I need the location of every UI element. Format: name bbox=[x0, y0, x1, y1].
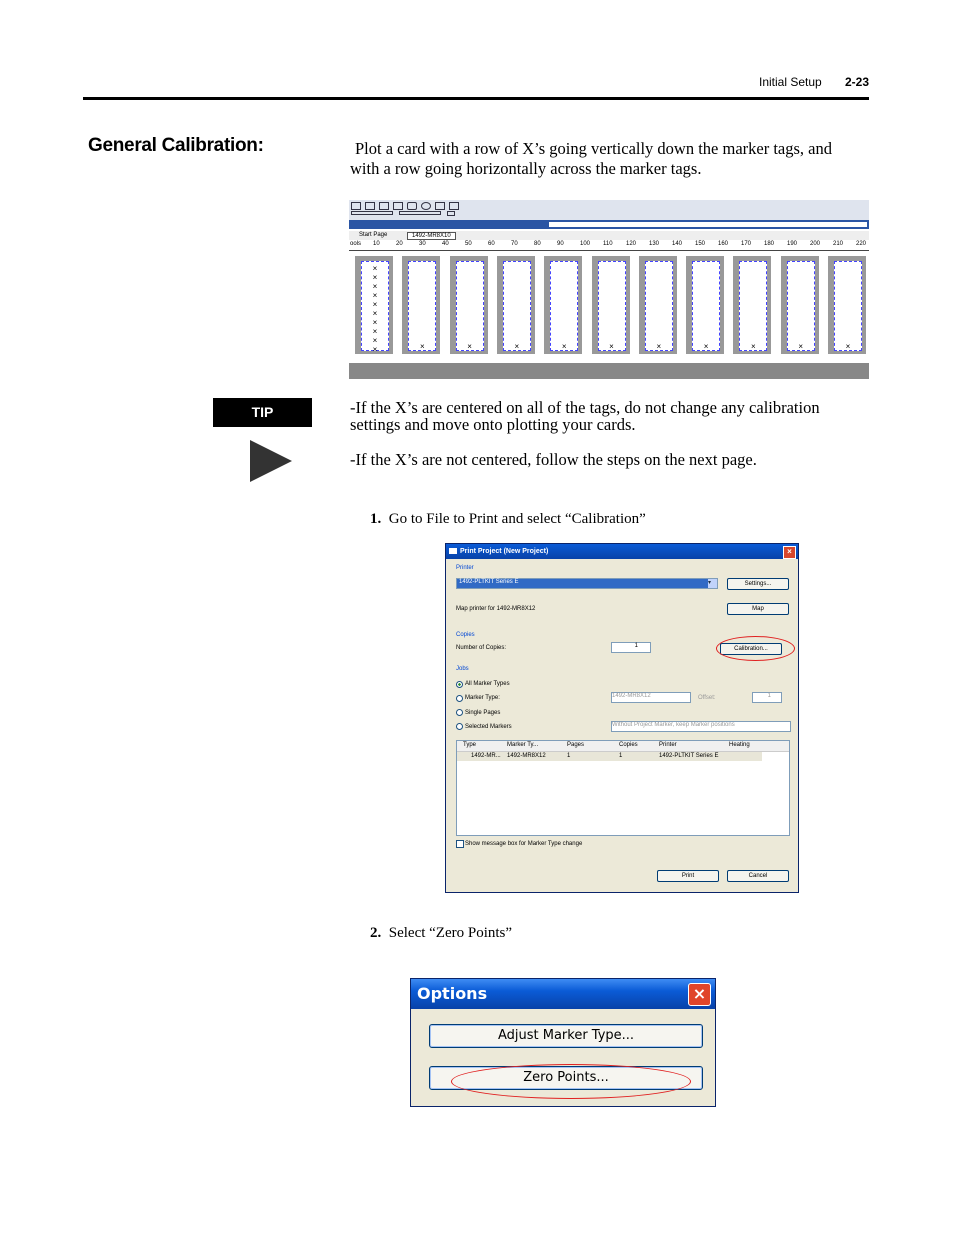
window-icon bbox=[449, 548, 457, 554]
section-title: General Calibration: bbox=[88, 135, 264, 156]
offset-stepper[interactable] bbox=[752, 692, 782, 703]
ruler-label: ools bbox=[350, 241, 362, 247]
x-mark: × bbox=[372, 345, 378, 354]
page-number: 2-23 bbox=[845, 75, 870, 89]
line-style-icon bbox=[351, 211, 393, 215]
marker-tag-strip bbox=[739, 261, 767, 351]
x-mark: × bbox=[845, 342, 851, 351]
highlight-ellipse bbox=[451, 1064, 691, 1099]
step-2-text: Select “Zero Points” bbox=[388, 925, 513, 941]
ellipse-tool-icon bbox=[421, 202, 431, 210]
table-cell: 1492-MR... bbox=[471, 753, 501, 759]
table-cell: 1492-MR8X12 bbox=[507, 753, 546, 759]
marker-column bbox=[355, 256, 393, 354]
step-1-text: Go to File to Print and select “Calibration” bbox=[388, 511, 646, 527]
zoom-tool-icon bbox=[379, 202, 389, 210]
marker-grid-screenshot bbox=[349, 200, 869, 379]
x-mark: × bbox=[798, 342, 804, 351]
column-header[interactable]: Printer bbox=[659, 742, 677, 748]
x-mark: × bbox=[609, 342, 614, 351]
marker-tag-strip bbox=[787, 261, 815, 351]
radio-single-label: Single Pages bbox=[465, 710, 501, 716]
radio-selected-markers[interactable] bbox=[456, 723, 463, 730]
jobs-group-label: Jobs bbox=[456, 666, 469, 672]
x-mark: × bbox=[514, 342, 520, 351]
tab-start-page: Start Page bbox=[359, 232, 388, 238]
marker-tag-strip bbox=[598, 261, 626, 351]
marker-column bbox=[402, 256, 440, 354]
step-1-number: 1. bbox=[370, 511, 382, 527]
line-width-icon bbox=[399, 211, 441, 215]
marker-column bbox=[497, 256, 535, 354]
step-2 bbox=[370, 925, 512, 942]
column-header[interactable]: Copies bbox=[619, 742, 638, 748]
message-checkbox[interactable] bbox=[456, 840, 464, 848]
map-button[interactable]: Map bbox=[727, 603, 789, 615]
x-mark: × bbox=[372, 309, 378, 318]
tip-text-2: -If the X’s are not centered, follow the steps on the next page. bbox=[350, 450, 757, 469]
ruler-tick-label: 200 bbox=[810, 241, 821, 247]
x-mark: × bbox=[372, 318, 378, 327]
tab-marker-file: 1492-MR8X10 bbox=[407, 232, 456, 240]
close-icon[interactable]: × bbox=[783, 546, 796, 559]
x-mark: × bbox=[419, 342, 425, 351]
radio-marker-label: Marker Type: bbox=[465, 695, 500, 701]
step-2-number: 2. bbox=[370, 925, 382, 941]
ruler-tick-label: 220 bbox=[856, 241, 867, 247]
ruler-tick-label: 150 bbox=[695, 241, 706, 247]
ruler-tick-label: 40 bbox=[442, 241, 449, 247]
marker-column bbox=[544, 256, 582, 354]
marker-type-select[interactable] bbox=[611, 692, 691, 703]
ruler-tick-label: 170 bbox=[741, 241, 752, 247]
marker-type-value: 1492-MR8X12 bbox=[612, 693, 651, 699]
select-tool-icon bbox=[351, 202, 361, 210]
close-icon[interactable]: × bbox=[688, 983, 711, 1006]
marker-column bbox=[450, 256, 488, 354]
column-header[interactable]: Type bbox=[463, 742, 477, 748]
ruler-tick-label: 80 bbox=[534, 241, 541, 247]
radio-selected-label: Selected Markers bbox=[465, 724, 512, 730]
ruler-tick-label: 70 bbox=[511, 241, 518, 247]
x-mark: × bbox=[372, 327, 378, 336]
tip-text-1-line-1: -If the X’s are centered on all of the tags, do not change any calibration bbox=[350, 398, 820, 417]
barcode-tool-icon bbox=[435, 202, 445, 210]
marker-tag-strip bbox=[550, 261, 578, 351]
highlight-ellipse bbox=[716, 636, 795, 661]
copies-group-label: Copies bbox=[456, 632, 475, 638]
ruler-tick-label: 130 bbox=[649, 241, 660, 247]
tip-text-1-line-2: settings and move onto plotting your cards. bbox=[350, 415, 636, 434]
grid-tool-icon bbox=[449, 202, 459, 210]
tip-text-1 bbox=[350, 399, 820, 433]
ruler-tick-label: 110 bbox=[603, 241, 613, 247]
column-header[interactable]: Heating bbox=[729, 742, 750, 748]
options-dialog-titlebar bbox=[411, 979, 715, 1009]
marker-column bbox=[639, 256, 677, 354]
print-dialog-titlebar bbox=[446, 544, 798, 559]
screenshot-bottom-bar bbox=[349, 363, 869, 379]
intro-line-2: with a row going horizontally across the marker tags. bbox=[350, 159, 702, 178]
radio-all-marker-types[interactable] bbox=[456, 681, 463, 688]
print-project-dialog bbox=[445, 543, 799, 893]
chevron-down-icon: ▾ bbox=[708, 579, 717, 588]
printer-select[interactable] bbox=[456, 578, 718, 589]
ruler-tick-label: 10 bbox=[373, 241, 380, 247]
table-cell: 1 bbox=[619, 753, 623, 759]
offset-label: Offset: bbox=[698, 695, 716, 701]
x-mark: × bbox=[372, 282, 378, 291]
map-printer-label: Map printer for 1492-MR8X12 bbox=[456, 606, 536, 612]
selected-markers-select[interactable] bbox=[611, 721, 791, 732]
line-tool-icon bbox=[393, 202, 403, 210]
radio-single-pages[interactable] bbox=[456, 709, 463, 716]
zero-points-button[interactable]: Zero Points... bbox=[429, 1066, 703, 1090]
options-dialog bbox=[410, 978, 716, 1107]
ruler-tick-label: 90 bbox=[557, 241, 564, 247]
x-mark: × bbox=[703, 342, 709, 351]
marker-tag-strip bbox=[692, 261, 720, 351]
printer-select-value: 1492-PLTKIT Series E bbox=[459, 579, 519, 585]
marker-tag-strip bbox=[645, 261, 673, 351]
text-tool-icon bbox=[365, 202, 375, 210]
copies-label: Number of Copies: bbox=[456, 645, 507, 651]
marker-tag-strip bbox=[503, 261, 531, 351]
ruler-tick-label: 60 bbox=[488, 241, 495, 247]
copies-stepper[interactable] bbox=[611, 642, 651, 653]
fill-icon bbox=[447, 211, 455, 216]
column-header[interactable]: Pages bbox=[567, 742, 585, 748]
marker-tag-strip bbox=[456, 261, 484, 351]
ruler-tick-label: 210 bbox=[833, 241, 844, 247]
marker-column bbox=[592, 256, 630, 354]
cancel-button[interactable]: Cancel bbox=[727, 870, 789, 882]
screenshot-toolbar bbox=[349, 200, 869, 220]
jobs-list[interactable] bbox=[456, 740, 790, 836]
ruler-tick-label: 50 bbox=[465, 241, 472, 247]
x-mark: × bbox=[751, 342, 756, 351]
ruler-tick-label: 100 bbox=[580, 241, 591, 247]
ruler-tick-label: 180 bbox=[764, 241, 775, 247]
ruler-tick-label: 120 bbox=[626, 241, 637, 247]
copies-value: 1 bbox=[634, 643, 638, 649]
message-checkbox-label: Show message box for Marker Type change bbox=[465, 841, 583, 847]
x-mark: × bbox=[656, 342, 662, 351]
ruler-tick-label: 20 bbox=[396, 241, 403, 247]
selected-markers-value: Without Project Marker, keep Marker positions bbox=[612, 722, 735, 728]
offset-value: 1 bbox=[767, 693, 771, 699]
x-mark: × bbox=[372, 336, 378, 345]
horizontal-ruler bbox=[349, 240, 869, 251]
marker-column bbox=[733, 256, 771, 354]
ruler-tick-label: 30 bbox=[419, 241, 426, 247]
table-cell: 1492-PLTKIT Series E bbox=[659, 753, 719, 759]
intro-paragraph bbox=[350, 139, 832, 179]
intro-line-1: Plot a card with a row of X’s going vertically down the marker tags, and bbox=[355, 139, 833, 158]
running-header-section: Initial Setup bbox=[759, 75, 822, 89]
settings-button[interactable]: Settings... bbox=[727, 578, 789, 590]
x-mark: × bbox=[467, 342, 472, 351]
x-mark: × bbox=[372, 291, 378, 300]
ruler-tick-label: 160 bbox=[718, 241, 729, 247]
ruler-tick-label: 140 bbox=[672, 241, 683, 247]
print-dialog-title: Print Project (New Project) bbox=[460, 548, 549, 555]
ruler-tick-label: 190 bbox=[787, 241, 798, 247]
tip-badge: TIP bbox=[213, 398, 312, 427]
table-cell: 1 bbox=[567, 753, 571, 759]
x-mark: × bbox=[372, 273, 378, 282]
radio-all-label: All Marker Types bbox=[465, 681, 510, 687]
table-row[interactable] bbox=[457, 752, 762, 761]
rect-tool-icon bbox=[407, 202, 417, 210]
header-rule bbox=[83, 97, 869, 100]
printer-group-label: Printer bbox=[456, 565, 474, 571]
x-mark: × bbox=[372, 264, 378, 273]
calibration-button[interactable]: Calibration... bbox=[720, 643, 782, 655]
x-mark: × bbox=[561, 342, 567, 351]
marker-column bbox=[686, 256, 724, 354]
marker-column bbox=[828, 256, 866, 354]
screenshot-tabs bbox=[349, 231, 869, 240]
print-button[interactable]: Print bbox=[657, 870, 719, 882]
marker-tag-strip bbox=[361, 261, 389, 354]
arrow-icon bbox=[250, 440, 292, 482]
radio-marker-type[interactable] bbox=[456, 695, 463, 702]
options-dialog-title: Options bbox=[417, 984, 488, 1003]
column-header[interactable]: Marker Ty... bbox=[507, 742, 539, 748]
jobs-list-header bbox=[457, 741, 789, 752]
marker-tag-strip bbox=[408, 261, 436, 351]
step-1 bbox=[370, 511, 646, 528]
adjust-marker-type-button[interactable]: Adjust Marker Type... bbox=[429, 1024, 703, 1048]
x-mark: × bbox=[372, 300, 378, 309]
marker-column bbox=[781, 256, 819, 354]
screenshot-white-band bbox=[549, 222, 867, 227]
marker-tag-strip bbox=[834, 261, 862, 351]
